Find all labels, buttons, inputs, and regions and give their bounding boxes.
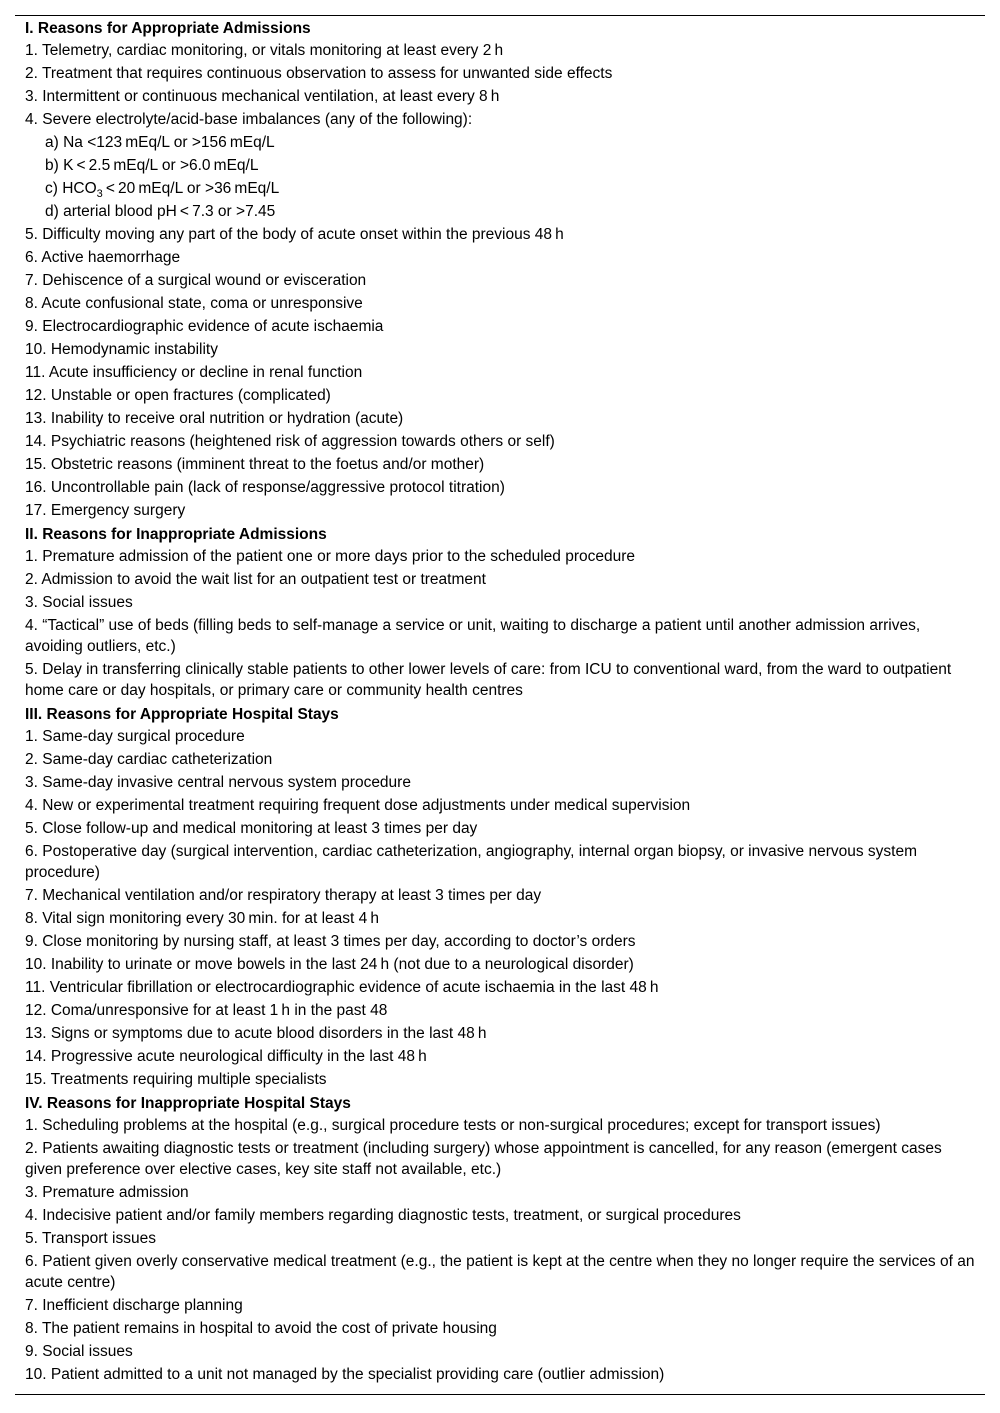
list-item: 11. Ventricular fibrillation or electrocardiographic evidence of acute ischaemia in the last 48 h <box>25 979 659 996</box>
list-item: 2. Treatment that requires continuous observation to assess for unwanted side effects <box>25 65 613 82</box>
list-item: 1. Premature admission of the patient one or more days prior to the scheduled procedure <box>25 548 636 565</box>
list-item: 5. Delay in transferring clinically stable patients to other lower levels of care: from ICU to conventional ward, from the ward to outpatient home care or day hospitals, or primary care or community health centres <box>25 661 952 699</box>
list-item: 6. Patient given overly conservative medical treatment (e.g., the patient is kept at the centre when they no longer require the services of an acute centre) <box>25 1253 975 1291</box>
list-item: 8. Vital sign monitoring every 30 min. for at least 4 h <box>25 910 379 927</box>
list-item: 2. Same-day cardiac catheterization <box>25 751 273 768</box>
list-item: 7. Dehiscence of a surgical wound or evisceration <box>25 272 367 289</box>
section-heading: IV. Reasons for Inappropriate Hospital Stays <box>25 1095 351 1112</box>
list-item: 6. Active haemorrhage <box>25 249 181 266</box>
list-item: 4. New or experimental treatment requiring frequent dose adjustments under medical supervision <box>25 797 691 814</box>
hco3-suffix: < 20 mEq/L or >36 mEq/L <box>102 180 280 197</box>
hco3-subscript: 3 <box>96 188 103 201</box>
list-item: 3. Social issues <box>25 594 133 611</box>
list-item: 13. Inability to receive oral nutrition or hydration (acute) <box>25 410 404 427</box>
list-item: 15. Obstetric reasons (imminent threat to the foetus and/or mother) <box>25 456 485 473</box>
sub-list-item: d) arterial blood pH < 7.3 or >7.45 <box>45 203 276 220</box>
list-item: 17. Emergency surgery <box>25 502 186 519</box>
list-item: 4. “Tactical” use of beds (filling beds to self-manage a service or unit, waiting to discharge a patient until another admission arrives, avoiding outliers, etc.) <box>25 617 921 655</box>
list-item: 5. Close follow-up and medical monitoring at least 3 times per day <box>25 820 478 837</box>
section-inappropriate-stays <box>15 1091 985 1386</box>
list-item: 11. Acute insufficiency or decline in renal function <box>25 364 363 381</box>
list-item: 16. Uncontrollable pain (lack of response/aggressive protocol titration) <box>25 479 505 496</box>
list-item: 5. Transport issues <box>25 1230 156 1247</box>
hco3-prefix: c) HCO <box>45 180 97 197</box>
list-item: 9. Close monitoring by nursing staff, at least 3 times per day, according to doctor’s orders <box>25 933 636 950</box>
list-item: 7. Inefficient discharge planning <box>25 1297 243 1314</box>
sub-list-item-hco3 <box>15 177 985 200</box>
list-item: 15. Treatments requiring multiple specialists <box>25 1071 327 1088</box>
list-item: 6. Postoperative day (surgical intervention, cardiac catheterization, angiography, internal organ biopsy, or invasive nervous system procedure) <box>25 843 918 881</box>
list-item: 12. Unstable or open fractures (complicated) <box>25 387 331 404</box>
list-item: 1. Same-day surgical procedure <box>25 728 245 745</box>
list-item: 4. Indecisive patient and/or family members regarding diagnostic tests, treatment, or surgical procedures <box>25 1207 741 1224</box>
list-item: 1. Scheduling problems at the hospital (e.g., surgical procedure tests or non-surgical procedures; except for transport issues) <box>25 1117 881 1134</box>
list-item: 12. Coma/unresponsive for at least 1 h in the past 48 <box>25 1002 388 1019</box>
section-heading: I. Reasons for Appropriate Admissions <box>25 20 311 37</box>
list-item: 10. Hemodynamic instability <box>25 341 218 358</box>
list-item: 3. Intermittent or continuous mechanical ventilation, at least every 8 h <box>25 88 500 105</box>
list-item: 13. Signs or symptoms due to acute blood disorders in the last 48 h <box>25 1025 487 1042</box>
list-item: 8. Acute confusional state, coma or unresponsive <box>25 295 363 312</box>
list-item: 9. Electrocardiographic evidence of acute ischaemia <box>25 318 384 335</box>
list-item: 1. Telemetry, cardiac monitoring, or vitals monitoring at least every 2 h <box>25 42 504 59</box>
list-item: 7. Mechanical ventilation and/or respiratory therapy at least 3 times per day <box>25 887 542 904</box>
list-item: 8. The patient remains in hospital to avoid the cost of private housing <box>25 1320 497 1337</box>
list-item: 10. Patient admitted to a unit not managed by the specialist providing care (outlier admission) <box>25 1366 665 1383</box>
list-item: 10. Inability to urinate or move bowels in the last 24 h (not due to a neurological disorder) <box>25 956 634 973</box>
section-heading: III. Reasons for Appropriate Hospital Stays <box>25 706 339 723</box>
list-item: 9. Social issues <box>25 1343 133 1360</box>
list-item: 3. Premature admission <box>25 1184 189 1201</box>
list-item: 2. Patients awaiting diagnostic tests or treatment (including surgery) whose appointment is cancelled, for any reason (emergent cases given preference over elective cases, key site staff not available, etc.) <box>25 1140 942 1178</box>
sub-list-item: b) K < 2.5 mEq/L or >6.0 mEq/L <box>45 157 259 174</box>
section-appropriate-stays <box>15 702 985 1091</box>
list-item: 14. Psychiatric reasons (heightened risk of aggression towards others or self) <box>25 433 555 450</box>
list-item: 4. Severe electrolyte/acid-base imbalances (any of the following): <box>25 111 473 128</box>
section-appropriate-admissions <box>15 16 985 522</box>
section-inappropriate-admissions <box>15 522 985 702</box>
criteria-table <box>15 15 985 1395</box>
section-heading: II. Reasons for Inappropriate Admissions <box>25 526 327 543</box>
list-item: 14. Progressive acute neurological difficulty in the last 48 h <box>25 1048 427 1065</box>
list-item: 3. Same-day invasive central nervous system procedure <box>25 774 411 791</box>
list-item: 2. Admission to avoid the wait list for an outpatient test or treatment <box>25 571 486 588</box>
sub-list-item: a) Na <123 mEq/L or >156 mEq/L <box>45 134 275 151</box>
list-item: 5. Difficulty moving any part of the body of acute onset within the previous 48 h <box>25 226 564 243</box>
